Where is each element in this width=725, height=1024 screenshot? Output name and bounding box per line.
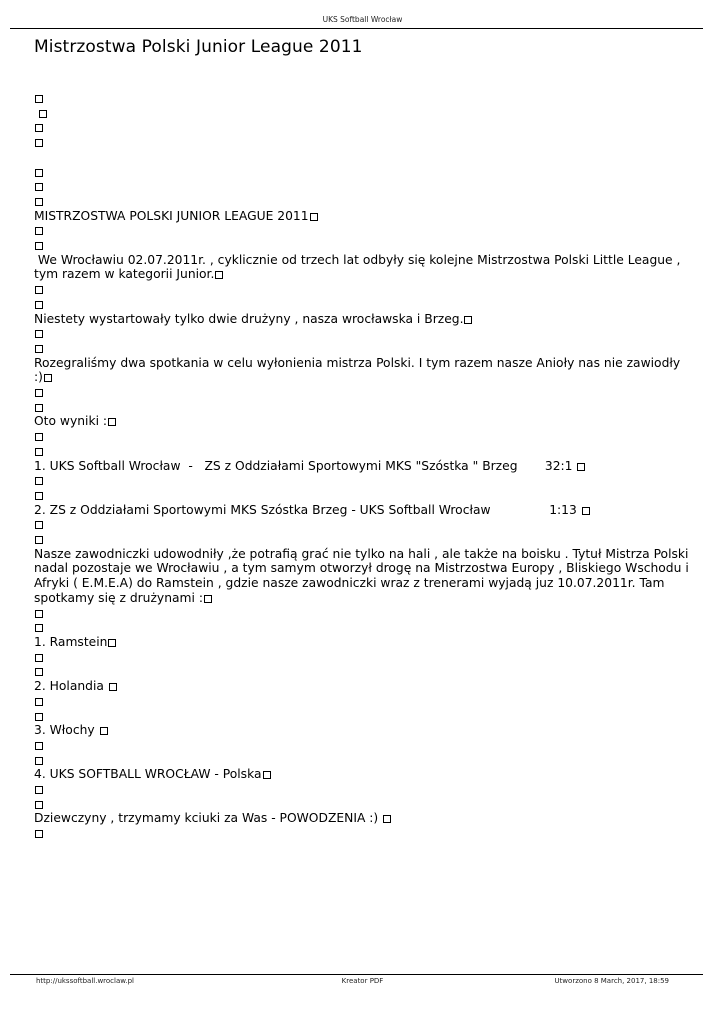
article-line <box>34 429 689 444</box>
footer-created-date: Utworzono 8 March, 2017, 18:59 <box>554 977 669 985</box>
missing-glyph-box-icon <box>35 169 43 177</box>
header-divider <box>10 28 703 29</box>
article-line <box>34 106 689 121</box>
missing-glyph-box-icon <box>35 330 43 338</box>
article-line-text: We Wrocławiu 02.07.2011r. , cyklicznie od trzech lat odbyły się kolejne Mistrzostwa Polski Little League , tym razem w kategorii Junior. <box>34 252 685 282</box>
article-line <box>34 356 689 385</box>
article-line-text: MISTRZOSTWA POLSKI JUNIOR LEAGUE 2011 <box>34 208 309 223</box>
article-line <box>34 679 689 694</box>
article-line-text: 1. Ramstein <box>34 635 108 649</box>
missing-glyph-box-icon <box>35 139 43 147</box>
article-line <box>34 723 689 738</box>
article-line <box>34 546 693 606</box>
article-line-text: 4. UKS SOFTBALL WROCŁAW - Polska <box>34 767 262 782</box>
missing-glyph-box-icon <box>204 595 212 603</box>
article-line <box>34 120 689 135</box>
page-title: Mistrzostwa Polski Junior League 2011 <box>34 37 363 57</box>
missing-glyph-box-icon <box>35 242 43 250</box>
missing-glyph-box-icon <box>35 198 43 206</box>
article-line <box>34 650 689 665</box>
missing-glyph-box-icon <box>263 771 271 779</box>
missing-glyph-box-icon <box>35 345 43 353</box>
article-line <box>34 253 689 282</box>
missing-glyph-box-icon <box>35 492 43 500</box>
missing-glyph-box-icon <box>582 507 590 515</box>
missing-glyph-box-icon <box>35 830 43 838</box>
missing-glyph-box-icon <box>215 271 223 279</box>
article-line <box>34 797 689 812</box>
article-line <box>34 694 689 709</box>
article-line <box>34 444 689 459</box>
missing-glyph-box-icon <box>35 477 43 485</box>
missing-glyph-box-icon <box>35 286 43 294</box>
missing-glyph-box-icon <box>109 683 117 691</box>
article-line-text: 2. Holandia <box>34 679 108 694</box>
article-line <box>34 326 689 341</box>
missing-glyph-box-icon <box>35 389 43 397</box>
article-line <box>34 400 689 415</box>
missing-glyph-box-icon <box>108 418 116 426</box>
footer-divider <box>10 974 703 975</box>
article-line <box>34 488 689 503</box>
article-line <box>34 179 689 194</box>
article-line-text: Niestety wystartowały tylko dwie drużyny , nasza wrocławska i Brzeg. <box>34 311 464 326</box>
article-line <box>34 459 689 474</box>
missing-glyph-box-icon <box>35 301 43 309</box>
article-line <box>34 282 689 297</box>
missing-glyph-box-icon <box>35 624 43 632</box>
article-line-text: Nasze zawodniczki udowodniły ,że potrafią grać nie tylko na hali , ale także na boisku . Tytuł Mistrza Polski nadal pozostaje we Wrocławiu , a tym samym otworzył drogę na Mistrzostwa Europy , Bliskiego Wschodu i Afryki ( E.M.E.A) do Ramstein , gdzie nasze zawodniczki wraz z trenerami wyjadą juz 10.07.2011r. Tam spotkamy się z drużynami : <box>34 546 693 605</box>
missing-glyph-box-icon <box>35 536 43 544</box>
article-line <box>34 150 689 165</box>
missing-glyph-box-icon <box>35 801 43 809</box>
footer-url: http://ukssoftball.wroclaw.pl <box>36 977 134 985</box>
article-line <box>34 664 689 679</box>
missing-glyph-box-icon <box>35 668 43 676</box>
missing-glyph-box-icon <box>35 404 43 412</box>
missing-glyph-box-icon <box>310 213 318 221</box>
missing-glyph-box-icon <box>108 639 116 647</box>
missing-glyph-box-icon <box>35 786 43 794</box>
article-line <box>34 238 689 253</box>
missing-glyph-box-icon <box>35 227 43 235</box>
article-line <box>34 385 689 400</box>
article-line <box>34 503 689 518</box>
article-line <box>34 209 689 224</box>
missing-glyph-box-icon <box>39 110 47 118</box>
missing-glyph-box-icon <box>35 742 43 750</box>
article-line <box>34 223 689 238</box>
article-line <box>34 635 689 650</box>
article-line-text <box>34 106 38 120</box>
article-line <box>34 91 689 106</box>
article-line <box>34 312 689 327</box>
article-line-text: Rozegraliśmy dwa spotkania w celu wyłonienia mistrza Polski. I tym razem nasze Anioły nas nie zawiodły :) <box>34 355 685 385</box>
page-header-site-name: UKS Softball Wrocław <box>322 15 403 24</box>
article-line <box>34 473 689 488</box>
missing-glyph-box-icon <box>383 815 391 823</box>
article-line <box>34 135 689 150</box>
article-line-text: 2. ZS z Oddziałami Sportowymi MKS Szóstka Brzeg - UKS Softball Wrocław 1:13 <box>34 502 581 517</box>
missing-glyph-box-icon <box>100 727 108 735</box>
missing-glyph-box-icon <box>44 374 52 382</box>
article-line <box>34 738 689 753</box>
missing-glyph-box-icon <box>35 448 43 456</box>
missing-glyph-box-icon <box>35 183 43 191</box>
missing-glyph-box-icon <box>35 698 43 706</box>
missing-glyph-box-icon <box>464 316 472 324</box>
missing-glyph-box-icon <box>577 463 585 471</box>
missing-glyph-box-icon <box>35 713 43 721</box>
missing-glyph-box-icon <box>35 433 43 441</box>
missing-glyph-box-icon <box>35 521 43 529</box>
article-line <box>34 782 689 797</box>
missing-glyph-box-icon <box>35 654 43 662</box>
article-line <box>34 811 689 826</box>
article-line <box>34 753 689 768</box>
missing-glyph-box-icon <box>35 757 43 765</box>
article-line-text: Oto wyniki : <box>34 414 108 429</box>
article-line <box>34 826 689 841</box>
article-line <box>34 165 689 180</box>
article-line-text: 1. UKS Softball Wrocław - ZS z Oddziałami Sportowymi MKS "Szóstka " Brzeg 32:1 <box>34 458 577 473</box>
article-line <box>34 517 689 532</box>
article-line-text: 3. Włochy <box>34 723 99 738</box>
article-line <box>34 606 689 621</box>
article-line <box>34 414 689 429</box>
article-line <box>34 620 689 635</box>
missing-glyph-box-icon <box>35 95 43 103</box>
article-line <box>34 767 689 782</box>
footer-generator: Kreator PDF <box>341 977 384 985</box>
article-line <box>34 297 689 312</box>
article-line <box>34 194 689 209</box>
article-body <box>34 91 693 841</box>
article-line <box>34 341 689 356</box>
article-line-text: Dziewczyny , trzymamy kciuki za Was - POWODZENIA :) <box>34 811 383 826</box>
missing-glyph-box-icon <box>35 124 43 132</box>
article-line <box>34 709 689 724</box>
missing-glyph-box-icon <box>35 610 43 618</box>
article-line <box>34 532 689 547</box>
